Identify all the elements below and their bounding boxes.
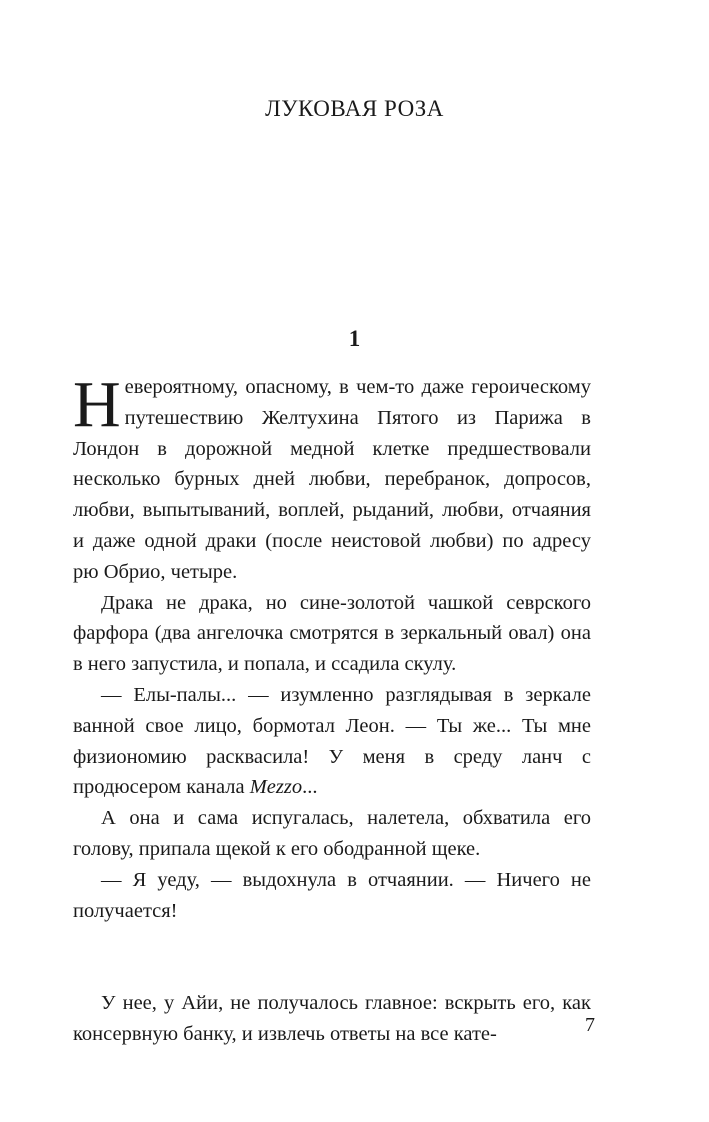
paragraph-6: У нее, у Айи, не получалось главное: вскрыть его, как консервную банку, и извлечь ответы на все кате- <box>73 992 591 1046</box>
paragraph-text: евероятному, опасному, в чем-то даже героическому путешествию Желтухина Пятого из Парижа в Лондон в дорожной медной клетке предшествовали несколько бурных дней любви, перебранок, допросов, любви, выпытываний, воплей, рыданий, любви, отчаяния и даже одной драки (после неистовой любви) по адресу рю Обрио, четыре. <box>73 376 591 583</box>
chapter-body <box>73 368 591 1050</box>
paragraph-1 <box>73 368 591 588</box>
chapter-number: 1 <box>348 326 361 351</box>
paragraph-4: А она и сама испугалась, налетела, обхватила его голову, припала щекой к его ободранной щеке. <box>73 807 591 860</box>
channel-name: Mezzo <box>249 776 303 799</box>
drop-cap: Н <box>73 368 121 441</box>
section-break <box>73 926 591 988</box>
paragraph-2: Драка не драка, но сине-золотой чашкой севрского фарфора (два ангелочка смотрятся в зеркальный овал) она в него запустила, и попала, и ссадила скулу. <box>73 591 591 676</box>
ellipsis: ... <box>302 776 318 799</box>
page-title: ЛУКОВАЯ РОЗА <box>265 96 444 121</box>
paragraph-3 <box>73 680 591 803</box>
page-number: 7 <box>585 1014 595 1036</box>
paragraph-5: — Я уеду, — выдохнула в отчаянии. — Ничего не получается! <box>73 868 591 922</box>
paragraph-text: — Елы-палы... — изумленно разглядывая в зеркале ванной свое лицо, бормотал Леон. — Ты же... Ты мне физиономию расквасила! У меня в среду ланч с продюсером канала <box>73 683 591 799</box>
